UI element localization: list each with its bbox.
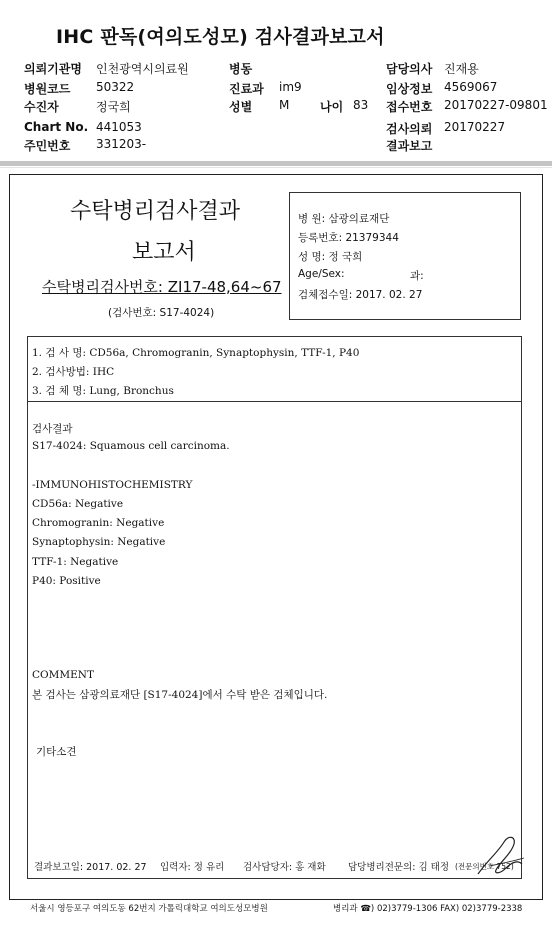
doc-title-line1: 수탁병리검사결과 bbox=[70, 199, 241, 224]
ihc-result: Synaptophysin: Negative bbox=[32, 536, 166, 548]
hospital-code-label: 병원코드 bbox=[24, 82, 71, 96]
doctor-label: 담당의사 bbox=[386, 62, 433, 76]
footer-report-date: 결과보고일: 2017. 02. 27 bbox=[34, 862, 147, 873]
patient-value: 정국희 bbox=[96, 100, 131, 114]
sex-label: 성별 bbox=[229, 100, 253, 114]
clinical-info-label: 임상정보 bbox=[386, 82, 433, 96]
header-divider bbox=[0, 161, 552, 166]
hospital-code-value: 50322 bbox=[96, 80, 135, 94]
chart-no-value: 441053 bbox=[96, 120, 142, 134]
pathology-number: 수탁병리검사번호: ZI17-48,64~67 bbox=[42, 278, 282, 296]
info-name: 성 명: 정 국희 bbox=[298, 251, 363, 263]
rrn-value: 331203- bbox=[96, 137, 147, 151]
request-label: 검사의뢰 bbox=[386, 122, 433, 136]
pathology-contact: 병리과 ☎) 02)3779-1306 FAX) 02)3779-2338 bbox=[333, 904, 523, 914]
ward-label: 병동 bbox=[229, 62, 253, 76]
info-hospital: 병 원: 삼광의료재단 bbox=[298, 213, 390, 225]
ihc-result: TTF-1: Negative bbox=[32, 556, 119, 568]
footer-entered-by: 입력자: 정 유리 bbox=[160, 862, 225, 873]
sex-value: M bbox=[279, 98, 290, 112]
info-dept: 과: bbox=[410, 270, 424, 282]
signature-icon bbox=[470, 830, 530, 880]
receipt-label: 접수번호 bbox=[386, 100, 433, 114]
footer-examiner: 검사담당자: 홍 재화 bbox=[243, 862, 326, 873]
receipt-value: 20170227-09801 bbox=[444, 98, 548, 112]
comment-text: 본 검사는 삼광의료재단 [S17-4024]에서 수탁 받은 검체입니다. bbox=[32, 689, 328, 701]
age-label: 나이 bbox=[320, 100, 344, 114]
ihc-result: P40: Positive bbox=[32, 575, 101, 587]
result-heading: 검사결과 bbox=[32, 423, 73, 435]
report-title: IHC 판독(여의도성모) 검사결과보고서 bbox=[56, 26, 385, 48]
header-divider-shadow bbox=[0, 167, 552, 168]
result-box bbox=[27, 400, 522, 879]
chart-no-label: Chart No. bbox=[24, 120, 89, 134]
patient-label: 수진자 bbox=[24, 100, 59, 114]
exam-method: 2. 검사방법: IHC bbox=[32, 366, 115, 378]
dept-label: 진료과 bbox=[229, 82, 264, 96]
hospital-address: 서울시 영등포구 여의도동 62번지 가톨릭대학교 여의도성모병원 bbox=[30, 904, 268, 914]
ihc-result: CD56a: Negative bbox=[32, 498, 124, 510]
dept-value: im9 bbox=[279, 80, 302, 94]
diagnosis: S17-4024: Squamous cell carcinoma. bbox=[32, 440, 230, 452]
report-label: 결과보고 bbox=[386, 139, 433, 153]
clinical-info-value: 4569067 bbox=[444, 80, 498, 94]
other-findings: 기타소견 bbox=[36, 746, 77, 758]
institution-value: 인천광역시의료원 bbox=[96, 62, 189, 76]
info-received-date: 검체접수일: 2017. 02. 27 bbox=[298, 289, 423, 301]
exam-specimen: 3. 검 체 명: Lung, Bronchus bbox=[32, 385, 174, 397]
institution-label: 의뢰기관명 bbox=[24, 62, 82, 76]
info-age-sex: Age/Sex: bbox=[298, 268, 345, 280]
ihc-title: -IMMUNOHISTOCHEMISTRY bbox=[32, 479, 193, 491]
ihc-result: Chromogranin: Negative bbox=[32, 517, 165, 529]
exam-items: 1. 검 사 명: CD56a, Chromogranin, Synaptophysin, TTF-1, P40 bbox=[32, 347, 360, 359]
exam-number: (검사번호: S17-4024) bbox=[108, 307, 215, 319]
comment-heading: COMMENT bbox=[32, 669, 95, 681]
footer-license: (전문의번호 752) bbox=[455, 862, 514, 871]
doc-title-line2: 보고서 bbox=[132, 240, 196, 265]
age-value: 83 bbox=[353, 98, 369, 112]
request-value: 20170227 bbox=[444, 120, 506, 134]
rrn-label: 주민번호 bbox=[24, 139, 71, 153]
doctor-value: 진재용 bbox=[444, 62, 479, 76]
footer-pathologist: 담당병리전문의: 김 태정 bbox=[348, 862, 450, 873]
info-reg-no: 등록번호: 21379344 bbox=[298, 232, 399, 244]
